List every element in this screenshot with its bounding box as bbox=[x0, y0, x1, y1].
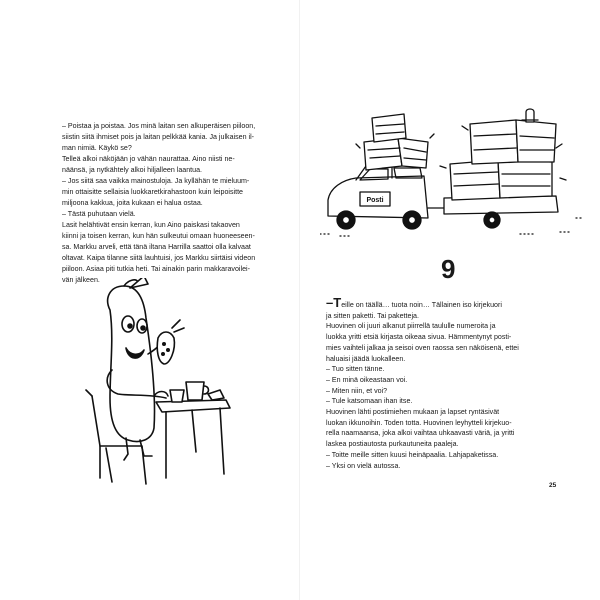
text-line: – Toitte meille sitten kuusi heinäpaalia. Lahjapaketissa. bbox=[326, 450, 499, 459]
text-line: näänsä, ja nytkähtely alkoi hiljalleen laantua. bbox=[62, 166, 202, 174]
text-line: Telleä alkoi näköjään jo vähän naurattaa. Aino niisti ne- bbox=[62, 155, 235, 163]
text-line: sa. Markku arveli, että tänä iltana Harrilla saattoi olla kalvaat bbox=[62, 243, 251, 251]
text-line: – Jos siitä saa vaikka mainostuloja. Ja kyllähän te mieluum- bbox=[62, 177, 250, 185]
text-line: – En minä oikeastaan voi. bbox=[326, 375, 408, 384]
text-line: – Yksi on vielä autossa. bbox=[326, 461, 401, 470]
text-line: Huovinen oli juuri alkanut piirrellä taululle numeroita ja bbox=[326, 322, 496, 331]
post-van-hay-bales-illustration bbox=[320, 108, 592, 246]
text-line: – Tästä puhutaan vielä. bbox=[62, 210, 136, 218]
text-line: laskea postiautosta purkautuneita paaleja. bbox=[326, 440, 459, 449]
text-line: kiinni ja toisen kerran, kun hän sulkeutui omaan huoneeseen- bbox=[62, 232, 255, 240]
text-line: Huovinen lähti postimiehen mukaan ja lapset ryntäsivät bbox=[326, 408, 500, 417]
drop-cap: –T bbox=[326, 295, 342, 310]
text-line: vän jälkeen. bbox=[62, 276, 100, 284]
text-line: Lasit helähtivät ensin kerran, kun Aino paiskasi takaoven bbox=[62, 221, 240, 229]
left-page-text bbox=[62, 121, 287, 286]
text-line: min ottaisitte sellaisia luokkaretkirahastoon kuin leipoisitte bbox=[62, 188, 243, 196]
text-line: – Poistaa ja poistaa. Jos minä laitan sen alkuperäisen piiloon, bbox=[62, 122, 256, 130]
page-number: 25 bbox=[549, 482, 557, 489]
text-line: man nimiä. Käykö se? bbox=[62, 144, 132, 152]
text-line: oltavat. Kaipa tilanne siitä lauhtuisi, jos Markku siirtäisi videon bbox=[62, 254, 256, 262]
text-line: ja sitten paketti. Tai paketteja. bbox=[326, 311, 419, 320]
text-line: siistin siitä ihmiset pois ja laitan pelkkää kania. Ja julkaisen il- bbox=[62, 133, 255, 141]
text-line: haluaisi jäädä luokalleen. bbox=[326, 354, 406, 363]
text-line: piiloon. Asiaa piti tutkia heti. Tai ainakin parin makkaravoilei- bbox=[62, 265, 250, 273]
text-line: luokan ikkunoihin. Toden totta. Huovinen leyhytteli kirjekuo- bbox=[326, 418, 512, 427]
text-line: luokka yritti etsiä kirjasta oikeaa sivua. Hämmentynyt posti- bbox=[326, 333, 512, 342]
text-line: mies vaihteli jalkaa ja seisoi oven raossa sen näköisenä, ettei bbox=[326, 343, 519, 352]
text-line-first bbox=[326, 295, 556, 311]
text-line: – Tuo sitten tänne. bbox=[326, 365, 385, 374]
text-line: – Miten niin, et voi? bbox=[326, 386, 388, 395]
text-line: rella naamaansa, joka alkoi vaihtaa uhkaavasti väriä, ja yritti bbox=[326, 429, 515, 438]
text-line: – Tule katsomaan ihan itse. bbox=[326, 397, 413, 406]
right-page-text bbox=[326, 295, 556, 471]
text-line: miljoona kakkua, joita kukaan ei halua ostaa. bbox=[62, 199, 203, 207]
van-label: Posti bbox=[366, 197, 384, 204]
sausage-character-illustration bbox=[70, 278, 250, 488]
chapter-number: 9 bbox=[441, 254, 456, 284]
first-line-text: eille on täällä… tuota noin… Tällainen iso kirjekuori bbox=[341, 301, 502, 309]
